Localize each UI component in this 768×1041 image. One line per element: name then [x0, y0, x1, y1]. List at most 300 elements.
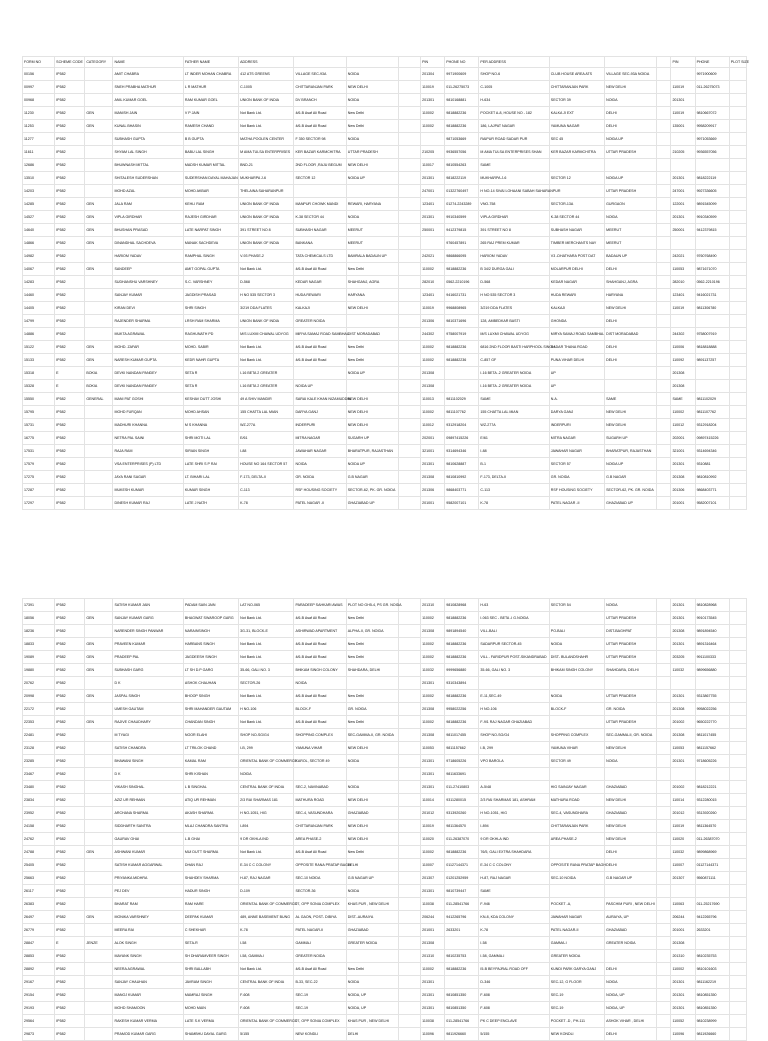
table-cell: 15795	[23, 406, 55, 419]
table-cell: 17297	[23, 497, 55, 510]
table-cell: NOIDA	[346, 94, 398, 107]
table-cell: 14886	[23, 328, 55, 341]
table-cell: 110032	[421, 664, 445, 677]
table-cell: IP582	[55, 250, 85, 263]
table-cell: SNEH PRABHA MATHUR	[113, 81, 183, 94]
table-cell	[445, 937, 479, 950]
register-table-1	[22, 56, 750, 510]
table-cell: 09897415226	[445, 432, 479, 445]
table-cell: DARYA GANJ	[294, 406, 346, 419]
table-cell	[85, 471, 113, 484]
table-row	[23, 471, 747, 484]
table-cell: 9760457891	[445, 237, 479, 250]
table-cell	[657, 172, 671, 185]
table-cell	[399, 989, 421, 1002]
table-cell: JAWAHAR NAGAR	[549, 445, 604, 458]
table-cell	[729, 989, 746, 1002]
table-cell: 26497	[23, 911, 55, 924]
table-cell: 412 ATS GREENS	[239, 68, 294, 81]
table-cell: IP582	[55, 846, 85, 859]
table-cell: 201301	[421, 989, 445, 1002]
table-cell: MITRA NAGAR	[294, 432, 346, 445]
table-cell	[85, 989, 113, 1002]
table-cell: Not Bank Ltd.	[239, 341, 294, 354]
table-row	[23, 120, 747, 133]
table-cell: 9910340599	[695, 211, 729, 224]
table-cell: 9810238999	[695, 1015, 729, 1028]
table-cell: IP582	[55, 976, 85, 989]
table-cell: E/61	[239, 432, 294, 445]
table-cell: SAME	[479, 885, 549, 898]
table-cell: Not Bank Ltd.	[239, 846, 294, 859]
table-cell: BADAUN UP	[605, 250, 657, 263]
table-cell: MIRYA SAMAJ ROAD SAMBHAL	[294, 328, 346, 341]
table-cell	[346, 768, 398, 781]
table-cell: 35-66, GALI NO. 3	[239, 664, 294, 677]
table-cell: 210205	[671, 146, 695, 159]
table-cell: IP582	[55, 341, 85, 354]
table-row	[23, 81, 747, 94]
table-cell: NOIDA	[346, 68, 398, 81]
table-cell: GEN	[85, 120, 113, 133]
table-cell	[605, 380, 657, 393]
table-cell: HARYANA	[605, 289, 657, 302]
table-cell: UTTAR PRADESH	[605, 690, 657, 703]
table-cell: 4/6-B Asaf Ali Road	[294, 716, 346, 729]
table-cell: H NO-1051, HIG	[479, 807, 549, 820]
table-cell: SAME	[671, 393, 695, 406]
table-row	[23, 885, 747, 898]
table-cell: IP582	[55, 625, 85, 638]
table-cell: DELHI	[605, 859, 657, 872]
table-cell: SECTOR-62, PK. GR. NOIDA	[605, 484, 657, 497]
table-cell: 9891894540	[695, 625, 729, 638]
table-cell: 9811017455	[445, 729, 479, 742]
table-cell: RAM KUMAR GOEL	[183, 94, 238, 107]
table-cell: Not Bank Ltd.	[239, 716, 294, 729]
table-row	[23, 755, 747, 768]
table-cell: GR. NOIDA	[346, 703, 398, 716]
table-row	[23, 341, 747, 354]
table-cell	[695, 159, 729, 172]
table-cell: NOIDA, UP	[346, 1002, 398, 1015]
table-cell: THELAINA SAHARANPUR	[239, 185, 294, 198]
table-cell: IP582	[55, 612, 85, 625]
table-cell: BHIKAM SINGH COLONY	[549, 664, 604, 677]
table-cell: 9927336605	[695, 185, 729, 198]
table-cell: 18056	[23, 612, 55, 625]
table-cell: NEW DELHI	[346, 419, 398, 432]
table-cell: SECTOR 39	[549, 94, 604, 107]
table-cell: 15318	[23, 367, 55, 380]
table-cell	[399, 458, 421, 471]
header-row	[23, 57, 747, 68]
table-cell: 110032	[671, 664, 695, 677]
table-cell: LT SH D.P GARG	[183, 664, 238, 677]
table-cell: 9868403771	[695, 484, 729, 497]
table-cell: 201308	[421, 367, 445, 380]
table-cell: 4/6-B Asaf Ali Road	[294, 341, 346, 354]
table-cell: LATE SHRI S P RAI	[183, 458, 238, 471]
table-cell	[657, 484, 671, 497]
table-row	[23, 846, 747, 859]
table-cell: PUNA VIHAR DELHI	[549, 354, 604, 367]
table-cell: IP582	[55, 328, 85, 341]
table-cell: GEN	[85, 716, 113, 729]
table-cell: NOIDA UP	[346, 458, 398, 471]
table-cell: NEW DELHI	[605, 820, 657, 833]
table-cell: K-78	[479, 497, 549, 510]
table-cell: RAKESH KUMAR VERMA	[113, 1015, 183, 1028]
table-cell: KHAS PUR , NEW DELHI	[346, 898, 398, 911]
table-cell: 201301	[671, 755, 695, 768]
table-cell: 9412379815	[445, 224, 479, 237]
table-cell: SAME	[479, 159, 549, 172]
table-cell	[729, 703, 746, 716]
table-cell: 110002	[421, 846, 445, 859]
table-cell: 9818882236	[445, 651, 479, 664]
column-header: SCHEME CODE	[55, 57, 85, 68]
table-cell: I-16 BETA -2 GREATER NOIDA	[479, 380, 549, 393]
table-cell	[657, 159, 671, 172]
table-cell: 4/6-B Asaf Ali Road	[294, 846, 346, 859]
table-cell: AREA PHASE-2	[549, 833, 604, 846]
table-cell: 17287	[23, 484, 55, 497]
table-cell: SECTOR 12	[549, 172, 604, 185]
table-cell: H-63	[479, 599, 549, 612]
table-cell	[671, 133, 695, 146]
table-cell: SHRI MOTI LAL	[183, 432, 238, 445]
table-cell: KAMAL RAM	[183, 755, 238, 768]
table-cell: MOHD. SABIR	[183, 341, 238, 354]
table-cell: 110002	[421, 690, 445, 703]
table-cell: 9811017455	[695, 729, 729, 742]
table-cell	[657, 146, 671, 159]
table-cell: DELHI	[605, 120, 657, 133]
table-cell	[605, 768, 657, 781]
table-cell	[399, 625, 421, 638]
table-cell: IP582	[55, 833, 85, 846]
table-cell	[85, 703, 113, 716]
table-cell: WZ-277A	[239, 419, 294, 432]
table-cell: 110002	[421, 107, 445, 120]
table-cell	[399, 703, 421, 716]
table-cell: 9818222119	[445, 172, 479, 185]
table-cell: 201308	[671, 703, 695, 716]
table-cell: C-113	[479, 484, 549, 497]
table-cell: 9818882236	[445, 341, 479, 354]
table-cell: UNION BANK OF INDIA	[239, 198, 294, 211]
table-cell: SUBHASH GUPTA	[113, 133, 183, 146]
table-cell	[729, 950, 746, 963]
table-cell: GENERAL	[85, 393, 113, 406]
table-cell	[729, 716, 746, 729]
table-cell: 9911100333	[695, 651, 729, 664]
table-cell: HIG SAINJAY NAGAR	[549, 781, 604, 794]
table-cell	[549, 716, 604, 729]
table-cell: 011-26387070	[445, 833, 479, 846]
table-cell: KALKA JI EXT	[549, 107, 604, 120]
table-cell: 24788	[23, 846, 55, 859]
table-cell: 123401	[421, 289, 445, 302]
table-cell: 4/6-B Asaf Ali Road	[294, 690, 346, 703]
table-cell: F 350 SECTOR 98	[294, 133, 346, 146]
table-cell	[85, 742, 113, 755]
table-cell	[729, 133, 746, 146]
table-cell: HOUSE NO 164 SECTOR 57	[239, 458, 294, 471]
table-cell: DIST.-AURAIYA	[346, 911, 398, 924]
table-cell: GREATER NOIDA	[605, 937, 657, 950]
column-header	[549, 57, 604, 68]
table-cell	[729, 185, 746, 198]
table-cell: UTTAR PRADESH	[605, 146, 657, 159]
table-cell	[399, 651, 421, 664]
table-cell: MANI PAT GOSHI	[113, 393, 183, 406]
table-cell: NEW KONDLI	[294, 1028, 346, 1041]
table-cell	[657, 807, 671, 820]
table-cell: CLUB HOUSE AREA ATS	[549, 68, 604, 81]
table-cell	[657, 380, 671, 393]
table-cell: 13510	[23, 172, 55, 185]
table-cell	[445, 380, 479, 393]
table-cell: NOIDA	[346, 885, 398, 898]
table-cell: F-9/1 RAJ NAGAR GHAZIABAD	[479, 716, 549, 729]
table-cell: 9971900609	[445, 68, 479, 81]
table-cell: SEC-GAMMA-II, GR. NOIDA	[605, 729, 657, 742]
table-cell: 201301	[421, 677, 445, 690]
table-cell: GEN	[85, 198, 113, 211]
table-cell: REWARI, HARYANA	[346, 198, 398, 211]
table-cell: GEN	[85, 211, 113, 224]
table-cell: IP582	[55, 989, 85, 1002]
table-cell	[671, 237, 695, 250]
table-cell: DELHI	[346, 859, 398, 872]
table-cell: NEW DELHI	[346, 820, 398, 833]
table-row	[23, 781, 747, 794]
table-cell	[657, 198, 671, 211]
table-cell: TATA CHEMICALS LTD	[294, 250, 346, 263]
register-table-2	[22, 598, 747, 1041]
table-row	[23, 146, 747, 159]
table-cell	[399, 794, 421, 807]
table-cell: 201306	[671, 484, 695, 497]
table-cell: NEW DELHI	[346, 302, 398, 315]
table-cell: 9811107762	[695, 406, 729, 419]
table-cell: JAGDEESH SINGH	[183, 651, 238, 664]
table-cell	[657, 833, 671, 846]
table-row	[23, 794, 747, 807]
table-cell: N.A.	[549, 393, 604, 406]
table-cell: 26383	[23, 898, 55, 911]
table-cell: IP582	[55, 302, 85, 315]
table-cell: GAMMA-I	[294, 937, 346, 950]
table-cell: 110053	[671, 742, 695, 755]
table-cell: I-16 BETA 2 GREATER	[239, 380, 294, 393]
table-cell: IP582	[55, 1015, 85, 1028]
table-cell: IP582	[55, 859, 85, 872]
table-cell	[85, 963, 113, 976]
table-row	[23, 445, 747, 458]
table-cell: 14203	[23, 185, 55, 198]
table-cell: BABU LAL SINGH	[183, 146, 238, 159]
table-cell: MITRA NAGAR	[549, 432, 604, 445]
table-cell: UMESH GAUTAM	[113, 703, 183, 716]
table-cell: DEVKI NANDAN PANDEY	[113, 367, 183, 380]
table-cell	[605, 367, 657, 380]
table-cell	[399, 833, 421, 846]
table-cell: PRIYANKA MIDHRA	[113, 872, 183, 885]
table-cell: VPO BAROLA	[479, 755, 549, 768]
table-cell: LT. BIHARI LAL	[183, 471, 238, 484]
table-cell	[399, 742, 421, 755]
table-cell: 123401	[671, 289, 695, 302]
table-cell: 26779	[23, 924, 55, 937]
table-cell: 110020	[671, 833, 695, 846]
table-cell: NOIDA	[346, 755, 398, 768]
table-cell	[729, 224, 746, 237]
table-cell: 110019	[421, 820, 445, 833]
table-cell: 155 CHATTA LAL MIAN	[479, 406, 549, 419]
table-cell	[399, 664, 421, 677]
table-cell	[399, 224, 421, 237]
table-cell	[85, 820, 113, 833]
table-cell: SHYAM LAL SINGH	[113, 146, 183, 159]
table-cell: 22172	[23, 703, 55, 716]
table-cell: 201301	[671, 690, 695, 703]
table-cell: IP582	[55, 354, 85, 367]
table-cell: SEC-10 NOIDA	[294, 872, 346, 885]
table-cell: 110007	[671, 859, 695, 872]
table-row	[23, 807, 747, 820]
table-cell	[657, 690, 671, 703]
table-cell: 25405	[23, 859, 55, 872]
table-cell: 9958209917	[695, 120, 729, 133]
table-cell	[729, 794, 746, 807]
table-row	[23, 159, 747, 172]
table-cell: MATHA POOLEN CENTER	[239, 133, 294, 146]
table-cell: VIPLA GIRDHAR	[479, 211, 549, 224]
table-cell	[729, 820, 746, 833]
table-cell: Not Bank Ltd.	[239, 651, 294, 664]
table-cell: New Delhi	[346, 846, 398, 859]
table-cell: BHUSHAN PRASAD	[113, 224, 183, 237]
column-header: PER ADDRESS	[479, 57, 549, 68]
table-cell	[399, 172, 421, 185]
table-cell: PRAMOD KUMAR GARG	[113, 1028, 183, 1041]
table-cell	[399, 432, 421, 445]
table-cell: HARIOM YADAV	[479, 250, 549, 263]
table-row	[23, 315, 747, 328]
table-cell: IP582	[55, 289, 85, 302]
table-cell	[399, 690, 421, 703]
table-row	[23, 872, 747, 885]
table-cell	[399, 328, 421, 341]
table-cell	[399, 484, 421, 497]
table-cell: 9810628887	[445, 458, 479, 471]
table-cell	[399, 419, 421, 432]
table-cell: 35-66, GALI NO. 3	[479, 664, 549, 677]
table-cell: 201308	[671, 937, 695, 950]
table-row	[23, 432, 747, 445]
table-cell: 9810828968	[695, 599, 729, 612]
table-row	[23, 497, 747, 510]
table-cell: IP582	[55, 159, 85, 172]
table-cell: MOLARPUR DELHI	[549, 263, 604, 276]
table-cell	[399, 976, 421, 989]
table-cell: V3 -DHATHARA POST DAT	[549, 250, 604, 263]
table-cell: 5/155	[239, 1028, 294, 1041]
table-cell: ALOK SINGH	[113, 937, 183, 950]
table-cell: DEVKI NANDAN PANDEY	[113, 380, 183, 393]
table-cell	[671, 68, 695, 81]
table-cell	[85, 419, 113, 432]
table-cell: SANJAY KUMAR	[113, 289, 183, 302]
table-cell: DELHI	[605, 107, 657, 120]
table-cell: 110096	[671, 1028, 695, 1041]
table-cell: SHOP NO-SG/G4	[479, 729, 549, 742]
table-cell: 15122	[23, 341, 55, 354]
table-cell: ALPHA-II, GR. NOIDA	[346, 625, 398, 638]
table-cell	[657, 250, 671, 263]
table-cell: IP582	[55, 263, 85, 276]
table-cell: 9810828968	[445, 599, 479, 612]
table-cell: 110038	[421, 898, 445, 911]
table-cell: YAMUNA VIHAR	[294, 742, 346, 755]
table-cell	[399, 198, 421, 211]
table-cell	[657, 625, 671, 638]
table-cell: AURAIYA, UP	[605, 911, 657, 924]
table-cell: BHAWANI SINGH	[113, 755, 183, 768]
table-cell: 321001	[421, 445, 445, 458]
table-cell: SECTOR 57	[549, 458, 604, 471]
table-cell	[85, 497, 113, 510]
table-cell: IP582	[55, 81, 85, 94]
table-cell: MOHD AZAL	[113, 185, 183, 198]
table-cell: IP582	[55, 393, 85, 406]
table-row	[23, 1002, 747, 1015]
table-row	[23, 612, 747, 625]
table-cell: INDERPURI	[294, 419, 346, 432]
table-cell: MADHURI KHANNA	[113, 419, 183, 432]
table-cell: IP582	[55, 690, 85, 703]
table-cell: 9899656880	[695, 664, 729, 677]
table-cell: SECTOR-62, PK. GR. NOIDA	[346, 484, 398, 497]
table-cell: UTTAR PRADESH	[605, 185, 657, 198]
table-cell: DIST MORADABAD	[346, 328, 398, 341]
table-cell	[695, 885, 729, 898]
table-cell	[85, 68, 113, 81]
table-cell	[671, 159, 695, 172]
table-cell	[695, 937, 729, 950]
table-cell	[85, 677, 113, 690]
table-cell: NOIDA, UP	[605, 1002, 657, 1015]
table-cell: IP582	[55, 963, 85, 976]
table-cell	[399, 237, 421, 250]
table-cell: IP582	[55, 924, 85, 937]
table-cell: GAMMA-I	[549, 937, 604, 950]
table-cell: PATEL NAGAR -II	[294, 497, 346, 510]
table-cell: HARIOM YADAV	[113, 250, 183, 263]
table-cell: 242021	[671, 250, 695, 263]
table-cell	[85, 781, 113, 794]
table-cell	[399, 211, 421, 224]
table-cell	[657, 950, 671, 963]
table-cell: 28853	[23, 950, 55, 963]
table-cell: 201308	[671, 625, 695, 638]
table-cell: PK C DEEP ENCLAVE	[479, 1015, 549, 1028]
table-cell: 9818882236	[445, 120, 479, 133]
column-header: PHONE	[695, 57, 729, 68]
